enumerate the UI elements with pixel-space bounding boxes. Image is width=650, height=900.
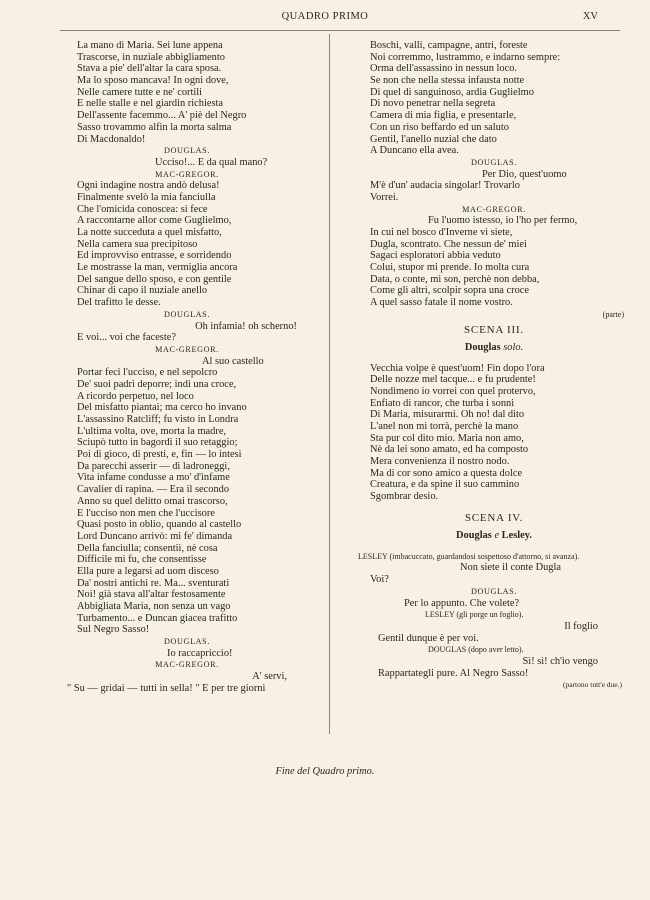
running-title: QUADRO PRIMO (281, 11, 369, 22)
verse-line: Sta pur col dito mio. Maria non amo, (370, 432, 524, 444)
stage-direction: DOUGLAS (dopo aver letto). (428, 645, 524, 655)
column-divider (329, 34, 330, 734)
verse-line: Della fanciulla; consentii, nè cosa (77, 542, 218, 554)
verse-line: Data, o conte, mi son, perchè non debba, (370, 273, 540, 285)
verse-line: M'è d'un' audacia singolar! Trovarlo (370, 180, 520, 192)
verse-line: Difficile mi fu, che consentisse (77, 554, 207, 566)
verse-block (370, 40, 618, 157)
verse-line: A raccontarne allor come Guglielmo, (77, 215, 232, 227)
verse-line: Stava a pie' dell'altar la cara sposa. (77, 63, 222, 75)
verse-block (77, 40, 297, 145)
right-column (358, 40, 624, 691)
scene-heading: SCENA IV. (464, 511, 524, 524)
speaker-label: MAC-GREGOR. (155, 344, 219, 354)
verse-line: Rappartategli pure. Al Negro Sasso! (378, 667, 529, 679)
verse-line: De' suoi padri deporre; indi una croce, (77, 378, 237, 390)
verse-line: Chinar di capo il nuziale anello (77, 285, 208, 297)
character-name: Douglas (464, 341, 501, 353)
speaker-label: MAC-GREGOR. (155, 169, 219, 179)
verse-line: Oh infamia! oh scherno! (195, 320, 297, 332)
page-number: XV (582, 11, 598, 22)
verse-block (370, 363, 618, 503)
character-name: Lesley. (501, 529, 532, 541)
verse-line: Per Dio, quest'uomo (482, 168, 567, 180)
verse-line: Anno su quel delitto omai trascorso, (77, 495, 228, 507)
verse-line: Di novo penetrar nella segreta (370, 98, 496, 110)
speaker-label: DOUGLAS. (164, 146, 210, 156)
verse-line: Creatura, e da spine il suo cammino (370, 479, 520, 491)
verse-line: Di quel di sanguinoso, ardia Guglielmo (370, 86, 534, 98)
stage-direction: (parte) (602, 309, 624, 319)
verse-line: Orma dell'assassino in nessun loco. (370, 63, 518, 75)
verse-line: Delle nozze mel tacque... e fu prudente! (370, 374, 536, 386)
verse-line: Camera di mia figlia, e presentarle, (370, 110, 517, 122)
scene-heading: SCENA III. (464, 323, 524, 336)
verse-line: Vita infame condusse a mo' d'infame (77, 472, 230, 484)
verse-line: A quel sasso fatale il nome vostro. (370, 297, 513, 309)
verse-line: Del misfatto piantai; ma cerco ho invano (77, 402, 247, 414)
verse-block (77, 367, 297, 636)
verse-line: Io raccapriccio! (167, 647, 233, 659)
speaker-label: MAC-GREGOR. (462, 204, 526, 214)
verse-line: Nelle camere tutte e ne' cortili (77, 86, 203, 98)
verse-line: A ricordo perpetuo, nel loco (77, 390, 194, 402)
verse-line: Dell'assente facemmo... A' piè del Negro (77, 110, 247, 122)
verse-line: Nondimeno io vorrei con quel protervo, (370, 385, 536, 397)
verse-line: Boschi, valli, campagne, antri, foreste (370, 40, 528, 51)
verse-line: In cui nel bosco d'Inverne vi siete, (370, 227, 513, 238)
verse-line: Portar feci l'ucciso, e nel sepolcro (77, 367, 218, 379)
verse-line: L'ultima volta, ove, morta la madre, (77, 425, 227, 437)
verse-line: Sasso trovammo alfin la morta salma (77, 121, 232, 133)
verse-line: Del trafitto le desse. (77, 297, 161, 309)
verse-block (77, 180, 297, 309)
verse-line: Abbigliata Maria, non senza un vago (77, 601, 231, 612)
verse-line: Noi corremmo, lustrammo, e indarno sempre: (370, 51, 561, 63)
verse-line: Del sangue dello sposo, e con gentile (77, 273, 232, 285)
verse-line: Ma di cor sono amico a questa dolce (370, 467, 523, 479)
verse-line: Noi! già stava all'altar festosamente (77, 589, 226, 601)
verse-line: Per lo appunto. Che volete? (404, 597, 520, 609)
verse-line: Voi? (370, 574, 389, 586)
stage-direction: LESLEY (gli porge un foglio). (425, 610, 524, 620)
speaker-label: DOUGLAS. (164, 309, 210, 319)
verse-line: Sì! sì! ch'io vengo (522, 655, 598, 667)
verse-line: " Su — gridai — tutti in sella! " E per tre giorni (67, 682, 266, 694)
verse-line: Lord Duncano arrivò: mi fe' dimanda (77, 530, 233, 542)
verse-line: Vecchia volpe è quest'uom! Fin dopo l'ora (370, 362, 545, 374)
speaker-label: DOUGLAS. (164, 637, 210, 647)
verse-line: Con un riso beffardo ed un saluto (370, 121, 509, 133)
verse-line: Come gli altri, scolpir sopra una croce (370, 285, 529, 297)
verse-line: Il foglio (564, 620, 598, 632)
verse-line: E nelle stalle e nel giardin richiesta (77, 98, 223, 110)
verse-line: Enfiato di rancor, che turba i sonni (370, 397, 515, 409)
verse-block (370, 180, 618, 203)
stage-direction: LESLEY (imbacuccato, guardandosi sospettoso d'attorno, si avanza). (358, 551, 580, 561)
verse-line: Ed improvviso entrasse, e sorridendo (77, 250, 232, 262)
verse-line: Da parecchi asserir — di ladroneggi, (77, 460, 230, 472)
speaker-label: MAC-GREGOR. (155, 660, 219, 670)
character-name: Douglas (456, 529, 492, 541)
header-rule (60, 30, 620, 31)
verse-line: Cavalier di rapina. — Era il secondo (77, 484, 230, 496)
stage-note: solo. (503, 341, 524, 353)
verse-line: Sagaci esploratori abbia veduto (370, 250, 501, 262)
stage-direction: (partono tutt'e due.) (562, 680, 622, 690)
verse-block (370, 227, 618, 309)
verse-line: Al suo castello (202, 355, 264, 367)
verse-line: Poi di gioco, di presti, e, fin — lo intesi (77, 449, 242, 461)
verse-line: L'assassino Ratcliff; fu visto in Londra (77, 414, 239, 425)
verse-line: Trascorse, in nuziale abbigliamento (77, 51, 225, 63)
conjunction: e (494, 529, 500, 541)
verse-line: E voi... voi che faceste? (77, 332, 176, 344)
running-head (0, 11, 650, 25)
verse-line: Nè da lei sono amato, ed ha composto (370, 444, 529, 456)
verse-line: Dugla, scontrato. Che nessun de' miei (370, 238, 527, 250)
verse-line: La notte succeduta a quel misfatto, (77, 227, 222, 238)
verse-line: Le mostrasse la man, vermiglia ancora (77, 262, 238, 274)
verse-line: Gentil, l'anello nuzial che dato (370, 133, 497, 145)
verse-line: E l'ucciso non men che l'uccisore (77, 507, 215, 519)
verse-line: Di Maria, misurarmi. Oh no! dal dito (370, 409, 525, 421)
speaker-label: DOUGLAS. (471, 157, 517, 167)
character-heading (370, 339, 618, 357)
verse-line: Gentil dunque è per voi. (378, 632, 479, 644)
verse-line: Turbamento... e Duncan giacea trafitto (77, 612, 238, 624)
verse-line: Sul Negro Sasso! (77, 624, 150, 636)
verse-line: Ucciso!... E da qual mano? (155, 156, 268, 168)
speaker-label: DOUGLAS. (471, 586, 517, 596)
verse-line: Ogni indagine nostra andò delusa! (77, 180, 220, 192)
verse-line: Sciupò tutto in bagordi il suo retaggio; (77, 437, 238, 449)
verse-line: Sgombrar desio. (370, 491, 439, 503)
verse-line: Non siete il conte Dugla (460, 562, 561, 574)
verse-line: Quasi posto in oblio, quando al castello (77, 519, 242, 531)
verse-line: Ma lo sposo mancava! In ogni dove, (77, 75, 229, 87)
end-of-act-note: Fine del Quadro primo. (275, 766, 375, 777)
verse-line: A' servi, (252, 671, 287, 683)
verse-line: A Duncano ella avea. (370, 145, 459, 157)
verse-line: Fu l'uomo istesso, io l'ho per fermo, (428, 215, 578, 227)
verse-line: Ella pure a legarsi ad uom disceso (77, 565, 219, 577)
verse-line: Da' nostri antichi re. Ma... sventurati (77, 577, 230, 589)
verse-line: La mano di Maria. Sei lune appena (77, 40, 223, 51)
verse-line: Mera convenienza il nostro nodo. (370, 456, 510, 467)
left-column (67, 40, 297, 695)
verse-line: Vorrei. (370, 191, 399, 203)
verse-line: Che l'omicida conoscea: si fece (77, 203, 208, 215)
verse-line: Nella camera sua precipitoso (77, 238, 198, 250)
verse-line: Finalmente svelò la mia fanciulla (77, 191, 216, 203)
verse-line: L'anel non mi torrà, perchè la mano (370, 420, 519, 432)
verse-line: Di Macdonaldo! (77, 133, 146, 145)
character-heading (370, 527, 618, 545)
verse-line: Se non che nella stessa infausta notte (370, 75, 525, 87)
verse-line: Colui, stupor mi prende. Io molta cura (370, 262, 530, 274)
